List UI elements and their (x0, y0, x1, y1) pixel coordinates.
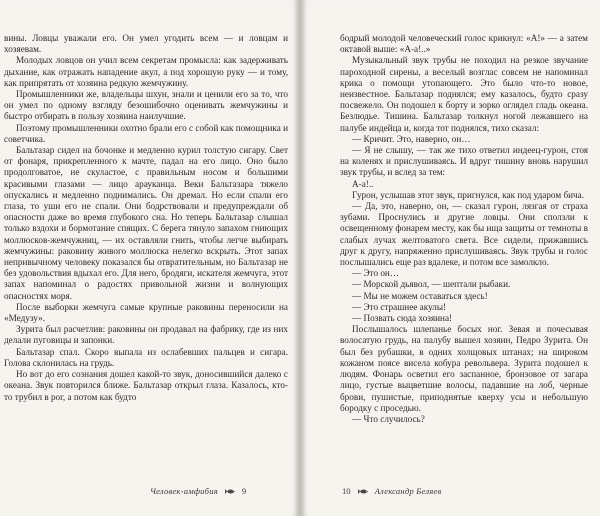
paragraph: А-а!.. (352, 178, 374, 189)
paragraph: Бальтазар сидел на бочонке и медленно курил толстую сигару. Свет от фонаря, прикрепленного к мачте, падал на его лицо. Оно было продолговатое, не скуластое, с правильным носом и большими красивыми глазами — лицо арауканца. Веки Бальтазара тяжело опускались и медленно поднимались. Он дремал. Но если спали его глаза, то уши его не спали. Они бодрствовали и предупреждали об опасности даже во время глубокого сна. Но теперь Бальтазар слышал только вздохи и бормотание спящих. С берега тянуло запахом гниющих моллюсков-жемчужниц, — их оставляли гнить, чтобы легче выбирать жемчужины: раковину живого моллюска нелегко вскрыть. Этот запах непривычному человеку показался бы отвратительным, но Бальтазар не без удовольствия вдыхал его. Для него, бродяги, искателя жемчуга, этот запах напоминал о радостях привольной жизни и волнующих опасностях моря. (4, 145, 288, 301)
paragraph: Но вот до его сознания дошел какой-то звук, доносившийся далеко с океана. Звук повторился ближе. Бальтазар открыл глаза. Казалось, кто-то трубил в рог, а потом как будто (4, 369, 288, 402)
paragraph: Молодых ловцов он учил всем секретам промысла: как задерживать дыхание, как отражать нападение акул, а под хорошую руку — и тому, как припрятать от хозяина редкую жемчужину. (4, 55, 288, 88)
running-title-author: Александр Беляев (374, 486, 442, 496)
right-page-number: 10 (342, 486, 351, 496)
left-page-number: 9 (241, 486, 247, 496)
left-page-footer (150, 486, 246, 496)
fish-ornament-icon (224, 488, 236, 495)
paragraph: После выборки жемчуга самые крупные раковины переносили на «Медузу». (4, 301, 288, 324)
left-page[interactable] (0, 0, 298, 516)
paragraph: Зурита был расчетлив: раковины он продавал на фабрику, где из них делали пуговицы и запонки. (4, 324, 288, 346)
fish-ornament-icon (357, 488, 369, 495)
right-page-text (340, 33, 588, 475)
running-title-book: Человек-амфибия (150, 486, 218, 496)
paragraph: Бальтазар спал. Скоро выпала из ослабевших пальцев и сигара. Голова склонилась на грудь. (4, 346, 288, 368)
right-page[interactable] (302, 0, 600, 516)
paragraph: — Позвать сюда хозяина! (352, 313, 453, 324)
paragraph: Послышалось шлепанье босых ног. Зевая и почесывая волосатую грудь, на палубу вышел хозяин, Педро Зурита. Он был без рубашки, в одних холщовых штанах; на широком кожаном поясе висела кобура револьвера. Зурита подошел к людям. Фонарь осветил его заспанное, бронзовое от загара лицо, густые выцветшие волосы, падавшие на лоб, черные брови, пушистые, приподнятые кверху усы и небольшую бородку с проседью. (340, 324, 588, 413)
paragraph: вины. Ловцы уважали его. Он умел угодить всем — и ловцам и хозяевам. (4, 33, 288, 55)
right-page-footer (342, 486, 441, 496)
paragraph: бодрый молодой человеческий голос крикнул: «А!» — а затем октавой выше: «А-а!..» (340, 33, 588, 55)
left-page-text (4, 33, 288, 475)
paragraph: Музыкальный звук трубы не походил на резкое звучание пароходной сирены, а веселый возглас совсем не напоминал крика о помощи утопающего. Это было что-то новое, неизвестное. Бальтазар поднялся; ему казалось, будто сразу посвежело. Он подошел к борту и зорко оглядел гладь океана. Безлюдье. Тишина. Бальтазар толкнул ногой лежавшего на палубе индейца и, когда тот поднялся, тихо сказал: (340, 55, 588, 133)
paragraph: — Да, это, наверно, он, — сказал гурон, лязгая от страха зубами. Проснулись и другие ловцы. Они сползли к освещенному фонарем месту, как бы ища защиты от темноты в слабых лучах желтоватого света. Все сидели, прижавшись друг к другу, напряженно прислушиваясь. Звук трубы и голос послышались еще раз вдалеке, и потом все замолкло. (340, 201, 588, 268)
paragraph: Гурон, услышав этот звук, пригнулся, как под ударом бича. (352, 189, 585, 200)
paragraph: — Что случилось? (352, 413, 425, 424)
paragraph: — Мы не можем оставаться здесь! (352, 290, 488, 301)
paragraph: — Я не слышу, — так же тихо ответил индеец-гурон, стоя на коленях и прислушиваясь. И вдруг тишину вновь нарушил звук трубы, и вслед за тем: (340, 145, 588, 178)
paragraph: — Морской дьявол, — шептали рыбаки. (352, 279, 511, 290)
paragraph: Поэтому промышленники охотно брали его с собой как помощника и советчика. (4, 122, 288, 144)
paragraph: Промышленники же, владельцы шхун, знали и ценили его за то, что он умел по одному взгляду безошибочно оценивать жемчужины и быстро отбирать в пользу хозяина наилучшие. (4, 89, 288, 122)
paragraph: — Это он… (352, 268, 400, 279)
paragraph: — Это страшнее акулы! (352, 301, 447, 312)
paragraph: — Кричит. Это, наверно, он… (352, 133, 471, 144)
